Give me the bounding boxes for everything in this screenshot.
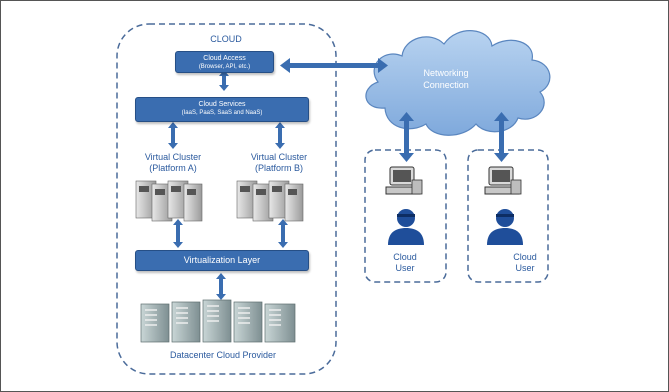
networking-line2: Connection (423, 80, 469, 90)
computer-1-icon (386, 167, 422, 194)
cloud-user-2-line2: User (515, 263, 535, 273)
cloud-user-1-label (380, 252, 430, 274)
cloud-services-title: Cloud Services (198, 101, 246, 108)
virtualization-layer-label: Virtualization Layer (183, 255, 261, 265)
virtualization-layer-box (135, 250, 309, 271)
user-2-icon (487, 209, 523, 245)
datacenter-provider-label: Datacenter Cloud Provider (169, 350, 277, 360)
cloud-user-1-line1: Cloud (393, 252, 417, 262)
server-group-a-icon (136, 181, 202, 221)
virtual-cluster-a-line1: Virtual Cluster (144, 152, 202, 162)
user-1-icon (388, 209, 424, 245)
cloud-user-1-line2: User (395, 263, 415, 273)
networking-line1: Networking (423, 68, 469, 78)
server-group-b-icon (237, 181, 303, 221)
virtual-cluster-a-label (128, 152, 218, 174)
virtual-cluster-b-label (234, 152, 324, 174)
virtual-cluster-b-line1: Virtual Cluster (250, 152, 308, 162)
cloud-title: CLOUD (210, 34, 242, 44)
computer-2-icon (485, 167, 521, 194)
cloud-user-2-label (500, 252, 550, 274)
cloud-user-2-line1: Cloud (513, 252, 537, 262)
datacenter-servers-icon (141, 300, 295, 342)
virtual-cluster-b-line2: (Platform B) (254, 163, 303, 173)
virtual-cluster-a-line2: (Platform A) (149, 163, 197, 173)
cloud-services-subtitle: (IaaS, PaaS, SaaS and NaaS) (181, 110, 263, 116)
cloud-services-box (135, 97, 309, 122)
cloud-access-box (175, 51, 274, 73)
cloud-access-subtitle: (Browser, API, etc.) (198, 64, 251, 70)
cloud-access-title: Cloud Access (203, 55, 246, 62)
networking-connection-label (411, 67, 481, 91)
